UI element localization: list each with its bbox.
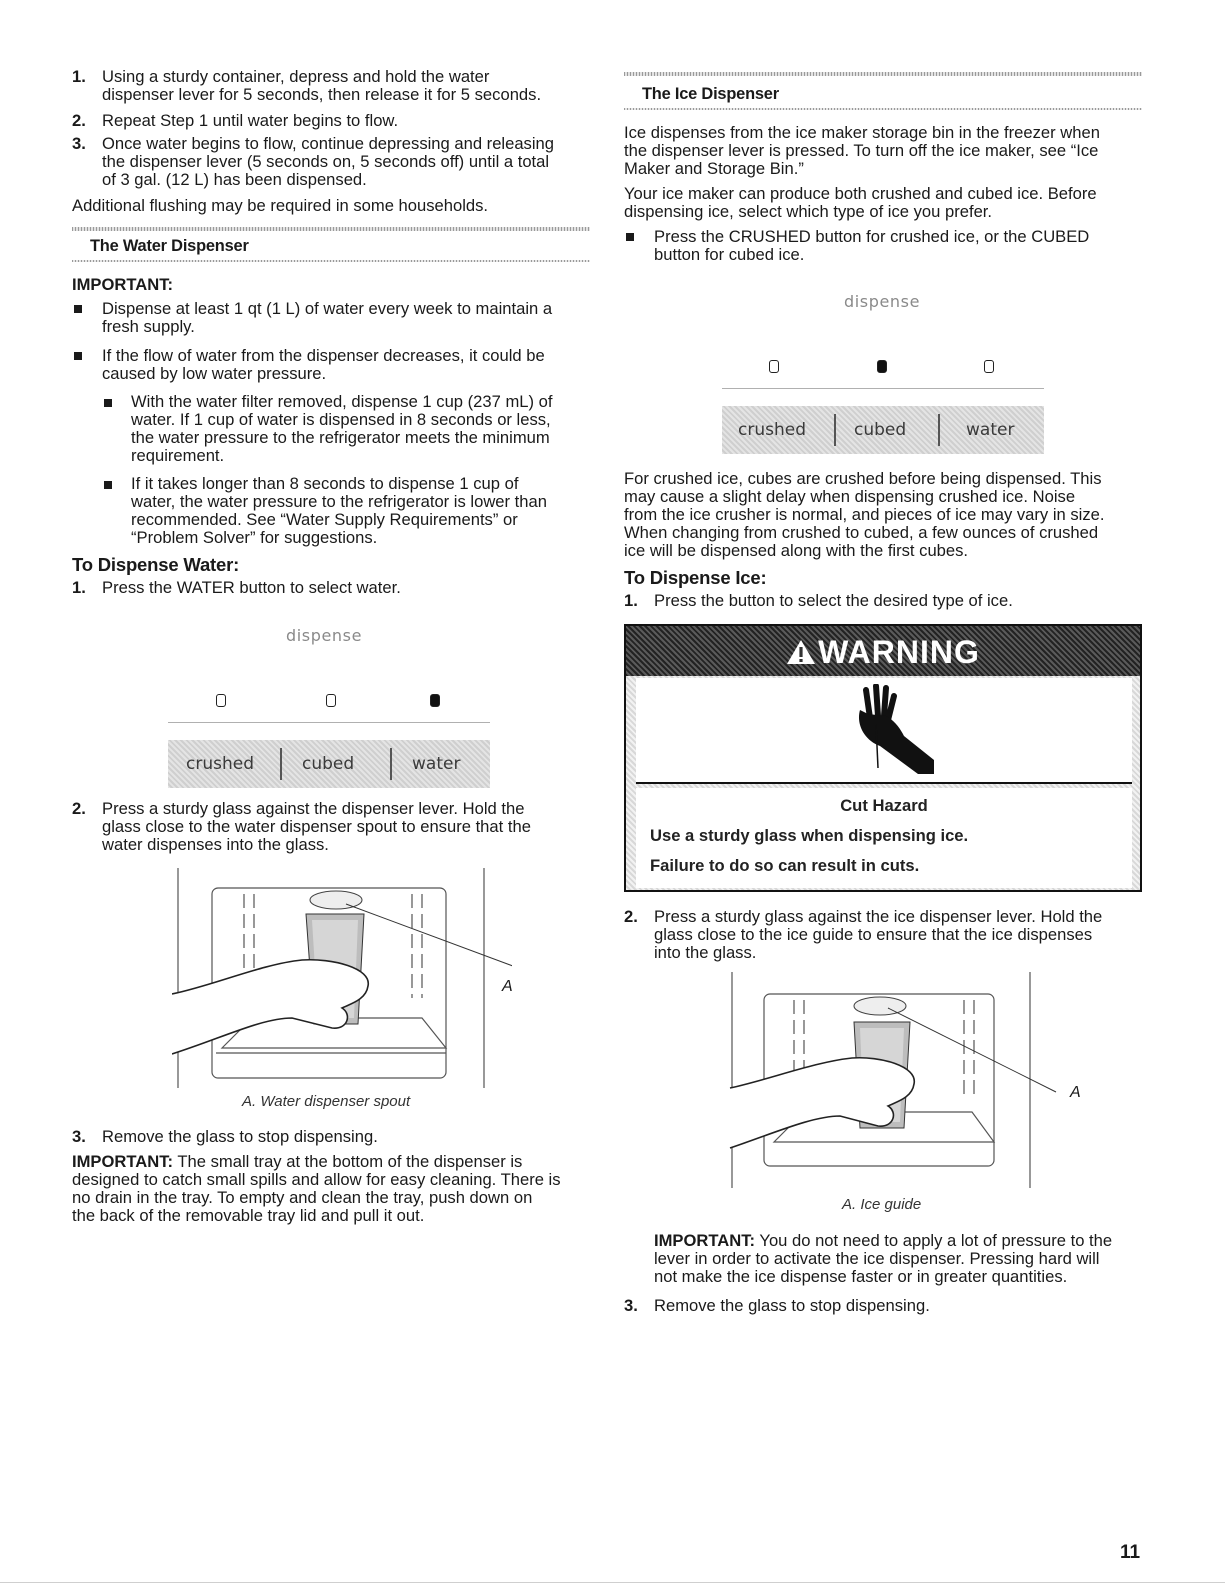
tray-important-note: IMPORTANT: The small tray at the bottom of the dispenser is designed to catch small spills and allow for easy cleaning. There is no drain in the tray. To empty and clean the tray, push down on the back of the removable tray lid and pull it out. <box>72 1152 561 1225</box>
step-number: 1. <box>72 578 86 597</box>
ice-important-note: IMPORTANT: You do not need to apply a lot of pressure to the lever in order to activate the ice dispenser. Pressing hard will not make the ice dispense faster or in greater quantities. <box>654 1231 1113 1286</box>
section-rule <box>624 72 1142 76</box>
step-text: Remove the glass to stop dispensing. <box>102 1127 378 1146</box>
section-rule <box>624 108 1142 110</box>
separator <box>280 748 282 780</box>
bullet <box>74 352 82 360</box>
step-text: Once water begins to flow, continue depressing and releasing the dispenser lever (5 seconds on, 5 seconds off) until a total of 3 gal. (12 L) has been dispensed. <box>102 134 555 189</box>
cubed-button[interactable]: cubed <box>854 420 907 440</box>
page-number: 11 <box>1120 1542 1141 1563</box>
hazard-line-1: Use a sturdy glass when dispensing ice. <box>650 826 969 845</box>
step-number: 3. <box>72 1127 86 1146</box>
warning-image-panel <box>636 678 1132 784</box>
warning-header <box>626 626 1140 676</box>
crushed-button[interactable]: crushed <box>738 420 806 440</box>
ice-dispenser-control-panel <box>722 288 1047 458</box>
sub-bullet-text: If it takes longer than 8 seconds to dispense 1 cup of water, the water pressure to the refrigerator is lower than recommended. See “Water Supply Requirements” or “Problem Solver” for suggestions. <box>131 474 547 547</box>
cut-hand-icon <box>846 684 936 776</box>
bullet-text: Press the CRUSHED button for crushed ice, or the CUBED button for cubed ice. <box>654 227 1090 264</box>
separator <box>938 414 940 446</box>
panel-line <box>722 388 1044 389</box>
flush-note: Additional flushing may be required in some households. <box>72 196 489 215</box>
figure-caption: A. Water dispenser spout <box>242 1093 411 1110</box>
ice-dispenser-illustration <box>728 972 1058 1190</box>
hazard-line-2: Failure to do so can result in cuts. <box>650 856 920 875</box>
section-title: The Ice Dispenser <box>642 85 779 103</box>
section-rule <box>72 260 590 262</box>
button-bar <box>168 740 490 788</box>
cut-hazard-warning-box <box>624 624 1142 892</box>
cubed-indicator-light <box>877 360 887 373</box>
sub-bullet <box>104 481 112 489</box>
water-dispenser-control-panel <box>168 622 493 792</box>
water-indicator-light <box>984 360 994 373</box>
panel-line <box>168 722 490 723</box>
cubed-button[interactable]: cubed <box>302 754 355 774</box>
step-number: 3. <box>72 134 86 153</box>
step-number: 2. <box>72 111 86 130</box>
bullet <box>74 305 82 313</box>
sub-bullet-text: With the water filter removed, dispense 1 cup (237 mL) of water. If 1 cup of water is dispensed in 8 seconds or less, the water pressure to the refrigerator meets the minimum requirement. <box>131 392 553 465</box>
button-bar <box>722 406 1044 454</box>
paragraph: Ice dispenses from the ice maker storage bin in the freezer when the dispenser lever is pressed. To turn off the ice maker, see “Ice Maker and Storage Bin.” <box>624 123 1100 178</box>
step-number: 1. <box>624 591 638 610</box>
important-label: IMPORTANT: <box>72 275 174 294</box>
bullet-text: If the flow of water from the dispenser decreases, it could be caused by low water pressure. <box>102 346 545 383</box>
bullet <box>626 233 634 241</box>
step-text: Repeat Step 1 until water begins to flow. <box>102 111 399 130</box>
dispense-label: dispense <box>286 626 363 645</box>
crushed-indicator-light <box>216 694 226 707</box>
callout-a: A <box>502 978 513 995</box>
bullet-text: Dispense at least 1 qt (1 L) of water every week to maintain a fresh supply. <box>102 299 553 336</box>
figure-caption: A. Ice guide <box>842 1196 922 1213</box>
step-text: Press the button to select the desired type of ice. <box>654 591 1013 610</box>
dispense-label: dispense <box>844 292 921 311</box>
sub-bullet <box>104 399 112 407</box>
step-number: 1. <box>72 67 86 86</box>
step-text: Press the WATER button to select water. <box>102 578 401 597</box>
section-rule <box>72 227 590 231</box>
separator <box>390 748 392 780</box>
step-number: 2. <box>624 907 638 926</box>
water-indicator-light <box>430 694 440 707</box>
hazard-title: Cut Hazard <box>840 796 928 815</box>
warning-triangle-icon <box>786 639 816 665</box>
step-text: Remove the glass to stop dispensing. <box>654 1296 930 1315</box>
section-title: The Water Dispenser <box>90 237 249 255</box>
step-number: 3. <box>624 1296 638 1315</box>
separator <box>834 414 836 446</box>
paragraph: For crushed ice, cubes are crushed before being dispensed. This may cause a slight delay when dispensing crushed ice. Noise from the ice crusher is normal, and pieces of ice may vary in size. When changing from crushed to cubed, a few ounces of crushed ice will be dispensed along with the first cubes. <box>624 469 1105 560</box>
to-dispense-water-heading: To Dispense Water: <box>72 554 240 575</box>
water-dispenser-illustration <box>172 868 512 1090</box>
step-text: Press a sturdy glass against the ice dispenser lever. Hold the glass close to the ice guide to ensure that the ice dispenses into the glass. <box>654 907 1103 962</box>
to-dispense-ice-heading: To Dispense Ice: <box>624 567 767 588</box>
callout-a: A <box>1070 1084 1081 1101</box>
paragraph: Your ice maker can produce both crushed and cubed ice. Before dispensing ice, select which type of ice you prefer. <box>624 184 1097 221</box>
bottom-border <box>0 1582 1225 1583</box>
step-number: 2. <box>72 799 86 818</box>
crushed-indicator-light <box>769 360 779 373</box>
crushed-button[interactable]: crushed <box>186 754 254 774</box>
water-button[interactable]: water <box>966 420 1015 440</box>
warning-text-panel <box>636 788 1132 888</box>
water-button[interactable]: water <box>412 754 461 774</box>
step-text: Using a sturdy container, depress and hold the water dispenser lever for 5 seconds, then release it for 5 seconds. <box>102 67 542 104</box>
warning-title: WARNING <box>626 634 1140 671</box>
step-text: Press a sturdy glass against the dispenser lever. Hold the glass close to the water dispenser spout to ensure that the water dispenses into the glass. <box>102 799 531 854</box>
cubed-indicator-light <box>326 694 336 707</box>
